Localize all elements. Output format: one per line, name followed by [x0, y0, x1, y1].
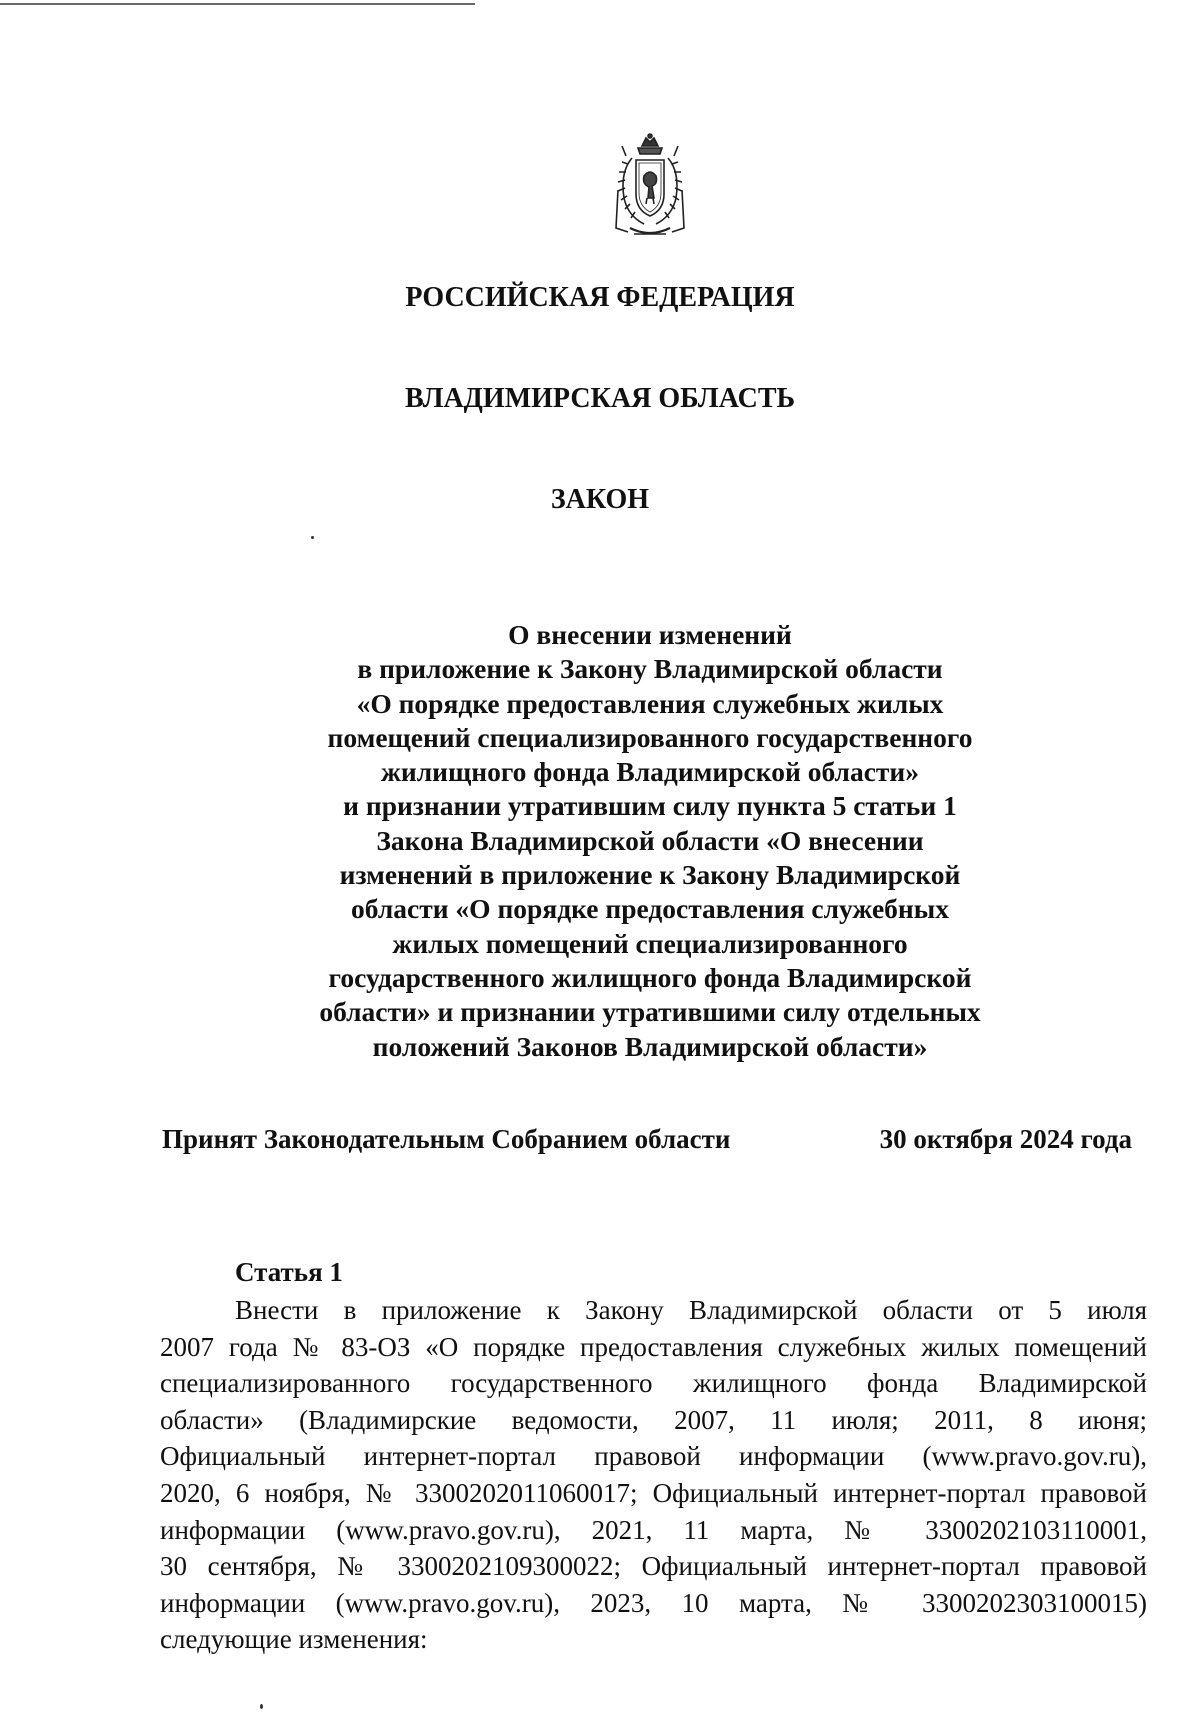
title-line: и признании утратившим силу пункта 5 статьи 1	[343, 790, 957, 822]
title-line: помещений специализированного государственного	[327, 721, 973, 753]
article-line: области» (Владимирские ведомости, 2007, 11 июля; 2011, 8 июня;	[160, 1404, 1147, 1435]
region-name: ВЛАДИМИРСКАЯ ОБЛАСТЬ	[404, 383, 796, 414]
article-line: специализированного государственного жилищного фонда Владимирской	[160, 1368, 1147, 1399]
scan-speck	[260, 1704, 263, 1709]
article-line: следующие изменения:	[160, 1624, 428, 1655]
coat-of-arms-emblem	[606, 132, 694, 244]
law-title	[300, 618, 1000, 1064]
title-line: жилых помещений специализированного	[392, 927, 908, 959]
title-line: положений Законов Владимирской области»	[372, 1030, 928, 1062]
article-line: информации (www.pravo.gov.ru), 2021, 11 марта, № 3300202103110001,	[160, 1514, 1147, 1545]
document-type: ЗАКОН	[550, 484, 650, 515]
title-line: области» и признании утратившими силу отдельных	[319, 996, 981, 1028]
scan-edge-line	[0, 3, 475, 5]
title-line: в приложение к Закону Владимирской области	[357, 653, 943, 685]
title-line: жилищного фонда Владимирской области»	[380, 756, 920, 788]
article-line: 2020, 6 ноября, № 3300202011060017; Официальный интернет-портал правовой	[160, 1477, 1147, 1508]
country-name: РОССИЙСКАЯ ФЕДЕРАЦИЯ	[405, 282, 795, 313]
adoption-date: 30 октября 2024 года	[879, 1124, 1132, 1154]
title-line: изменений в приложение к Закону Владимирской	[339, 859, 961, 891]
title-line: О внесении изменений	[508, 619, 792, 650]
article-heading: Статья 1	[235, 1257, 343, 1287]
adoption-statement: Принят Законодательным Собранием области	[162, 1124, 731, 1154]
title-line: «О порядке предоставления служебных жилых	[356, 687, 944, 719]
article-line: 30 сентября, № 3300202109300022; Официальный интернет-портал правовой	[160, 1551, 1147, 1582]
article-line: Внести в приложение к Закону Владимирской области от 5 июля	[235, 1295, 1147, 1325]
article-line: Официальный интернет-портал правовой информации (www.pravo.gov.ru),	[160, 1441, 1147, 1472]
title-line: Закона Владимирской области «О внесении	[376, 824, 924, 856]
article-line: информации (www.pravo.gov.ru), 2023, 10 марта, № 3300202303100015)	[160, 1587, 1147, 1618]
title-line: области «О порядке предоставления служебных	[351, 893, 949, 925]
article-body	[160, 1292, 1147, 1658]
article-line: 2007 года № 83-ОЗ «О порядке предоставления служебных жилых помещений	[160, 1331, 1147, 1362]
scan-speck	[311, 536, 314, 539]
title-line: государственного жилищного фонда Владимирской	[328, 961, 972, 993]
